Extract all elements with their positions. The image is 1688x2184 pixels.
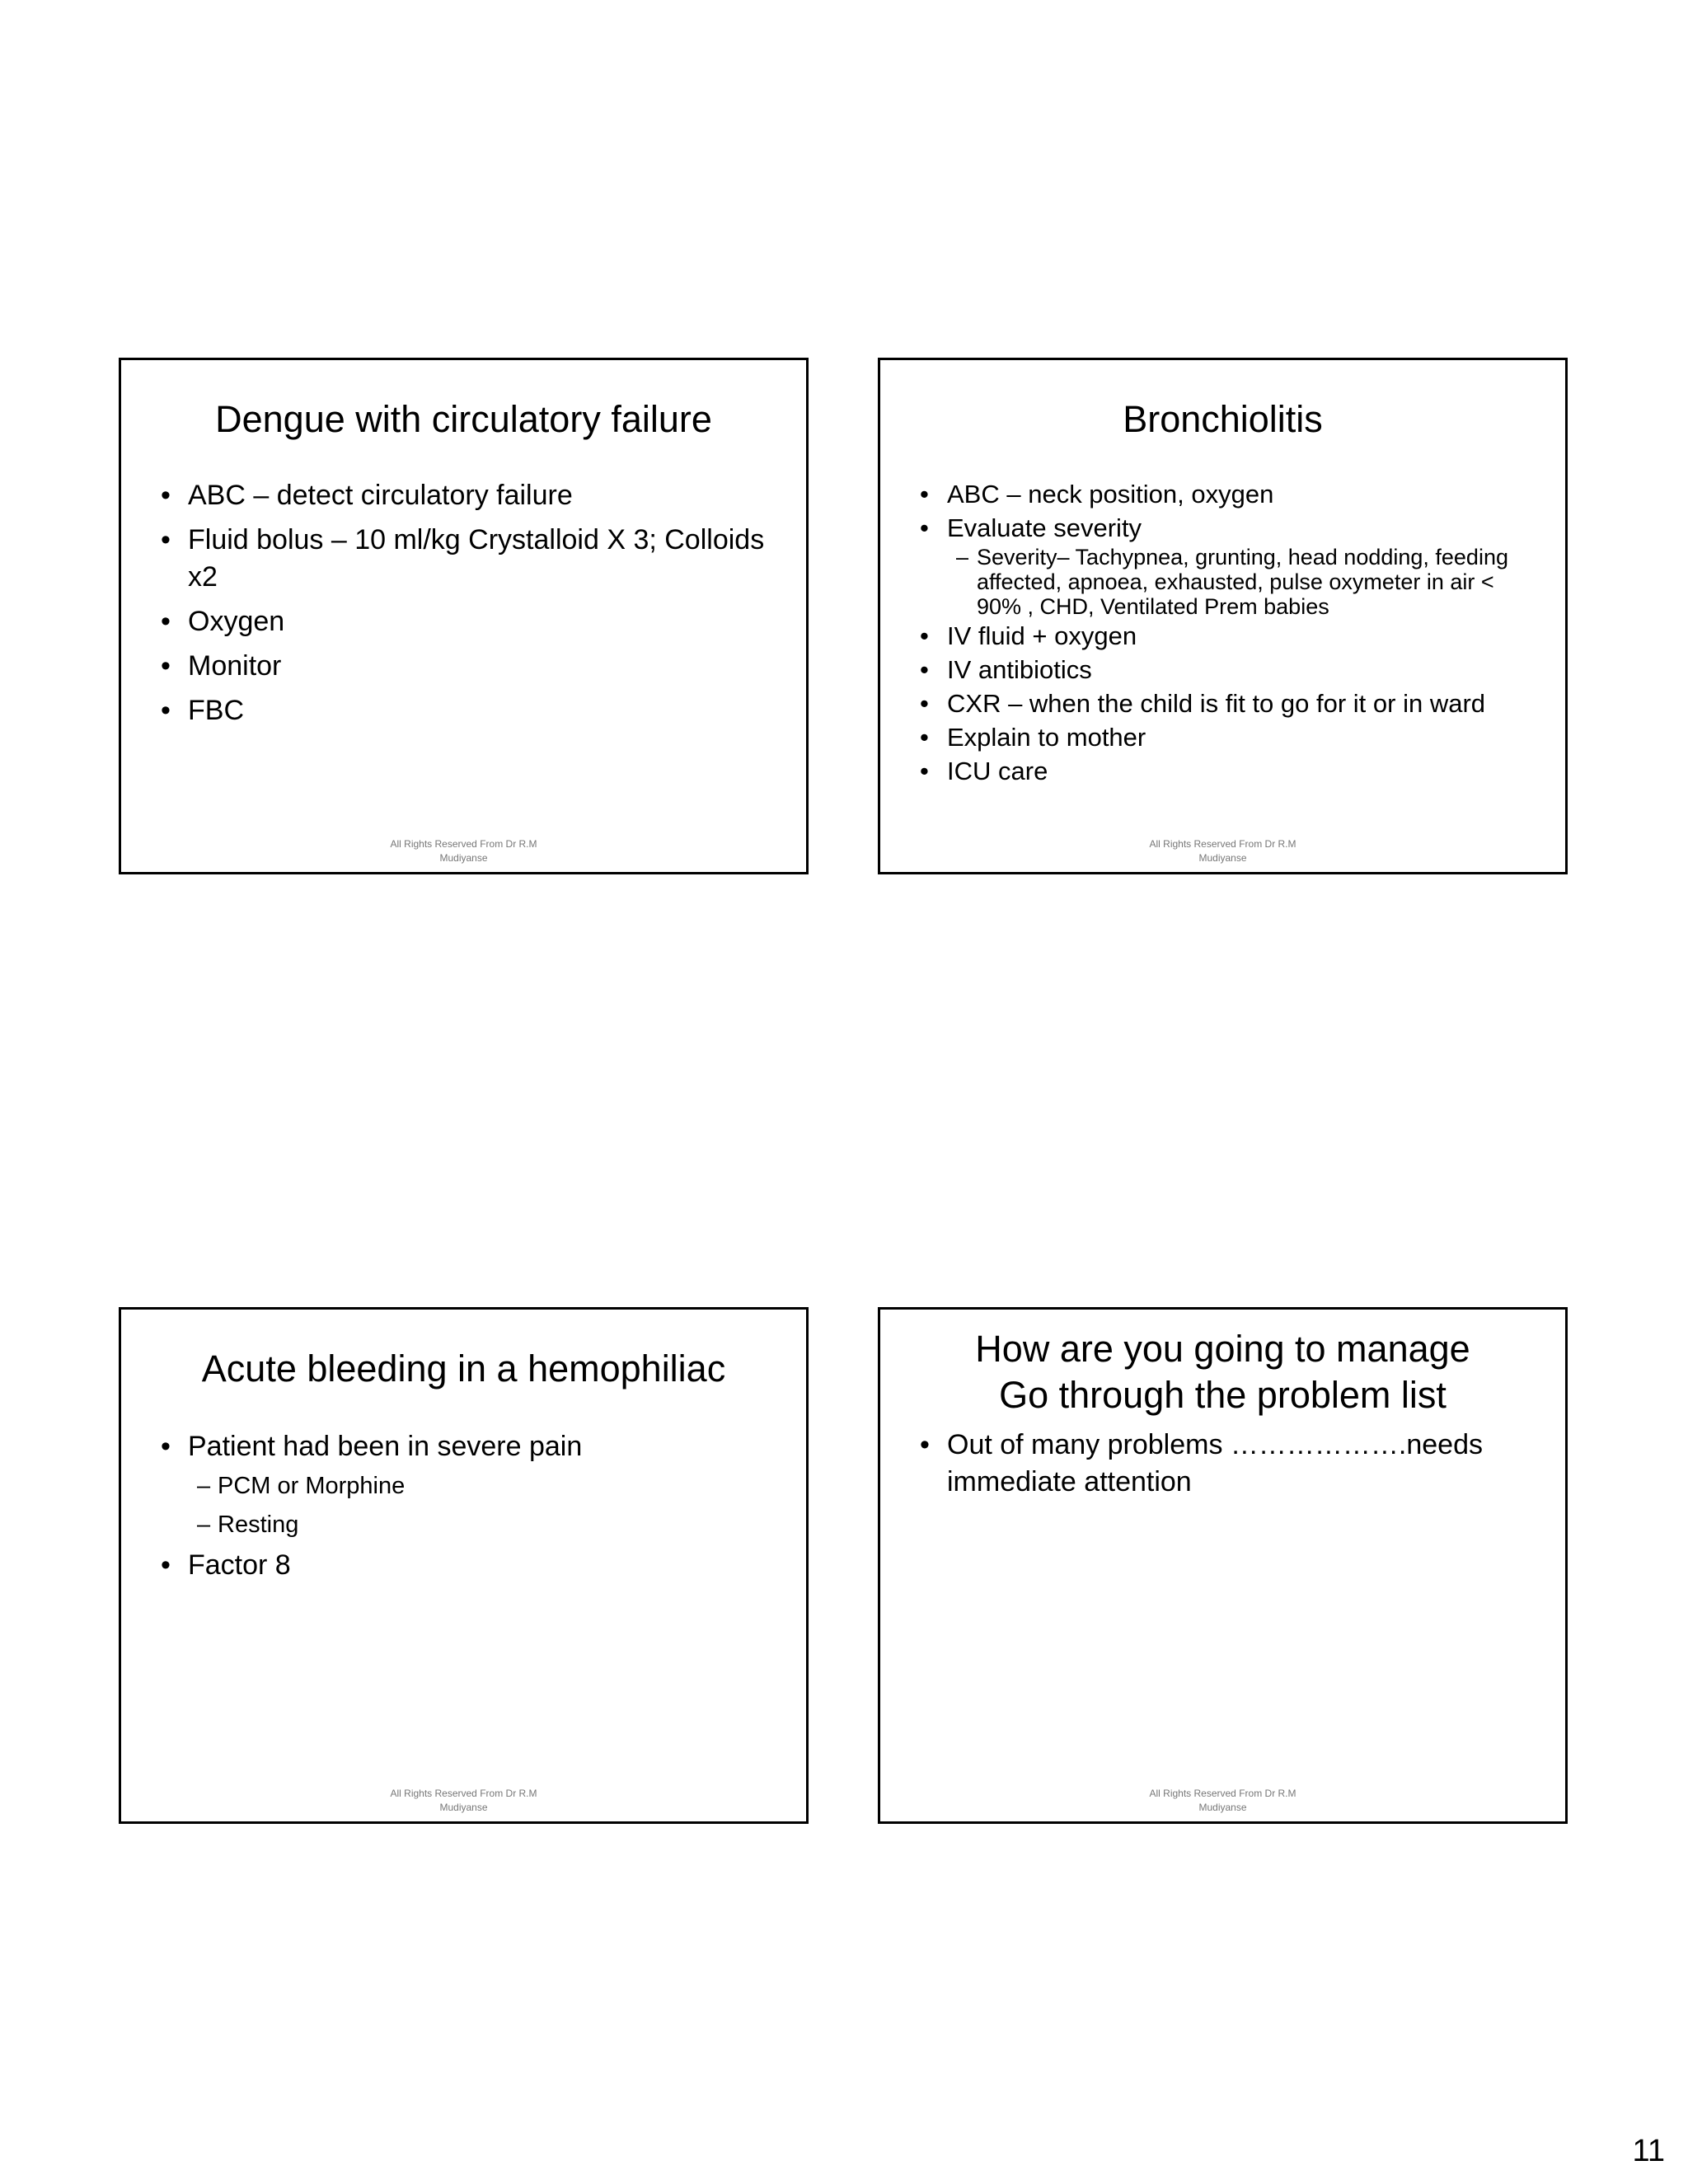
slide-bronchiolitis xyxy=(878,358,1568,874)
bullet-item: • IV fluid + oxygen xyxy=(880,619,1565,653)
bullet-list xyxy=(121,1427,806,1588)
page-number: 11 xyxy=(1632,2134,1665,2168)
bullet-item: • FBC xyxy=(121,692,806,729)
sub-bullet-item: – Severity– Tachypnea, grunting, head nodding, feeding affected, apnoea, exhausted, pulse oxymeter in air < 90% , CHD, Ventilated Prem babies xyxy=(880,545,1565,619)
bullet-item: • Factor 8 xyxy=(121,1547,806,1584)
bullet-item: • Explain to mother xyxy=(880,720,1565,754)
bullet-item: • Evaluate severity xyxy=(880,511,1565,545)
slide-title: How are you going to manage Go through the problem list xyxy=(975,1328,1470,1416)
sub-bullet-item: – PCM or Morphine xyxy=(121,1469,806,1502)
slide-footer: All Rights Reserved From Dr R.M Mudiyanse xyxy=(1149,1788,1296,1813)
bullet-list xyxy=(880,477,1565,788)
slide-problem-list xyxy=(878,1307,1568,1824)
slide-footer: All Rights Reserved From Dr R.M Mudiyanse xyxy=(390,838,537,864)
bullet-item: • ABC – neck position, oxygen xyxy=(880,477,1565,511)
slide-dengue xyxy=(119,358,809,874)
bullet-item: • Patient had been in severe pain xyxy=(121,1428,806,1465)
bullet-item: • CXR – when the child is fit to go for it or in ward xyxy=(880,687,1565,720)
bullet-list xyxy=(880,1427,1565,1501)
bullet-item: • Fluid bolus – 10 ml/kg Crystalloid X 3; Colloids x2 xyxy=(121,522,806,596)
bullet-item: • ICU care xyxy=(880,754,1565,788)
slide-title: Acute bleeding in a hemophiliac xyxy=(201,1347,726,1390)
slide-footer: All Rights Reserved From Dr R.M Mudiyanse xyxy=(390,1788,537,1813)
sub-bullet-item: – Resting xyxy=(121,1508,806,1541)
bullet-list xyxy=(121,477,806,737)
bullet-item: • IV antibiotics xyxy=(880,653,1565,687)
slide-hemophiliac xyxy=(119,1307,809,1824)
slide-title: Bronchiolitis xyxy=(1123,398,1323,440)
slide-footer: All Rights Reserved From Dr R.M Mudiyanse xyxy=(1149,838,1296,864)
bullet-item: • Monitor xyxy=(121,648,806,685)
bullet-item: • ABC – detect circulatory failure xyxy=(121,477,806,514)
bullet-item: • Oxygen xyxy=(121,603,806,640)
bullet-item: • Out of many problems ……………….needs immediate attention xyxy=(880,1427,1565,1501)
slide-title: Dengue with circulatory failure xyxy=(215,398,712,440)
